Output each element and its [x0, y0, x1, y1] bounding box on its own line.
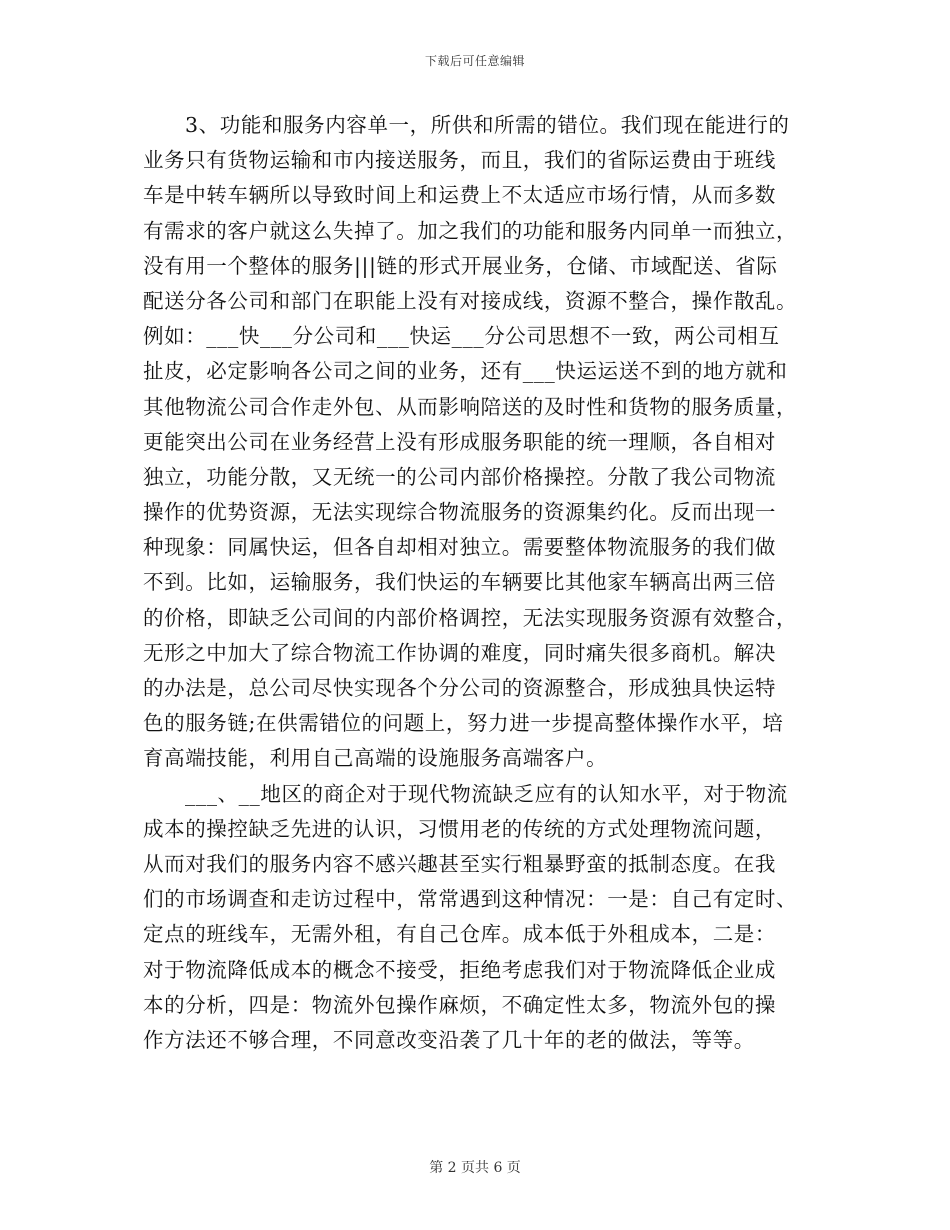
paragraph-1-line-10: 更能突出公司在业务经营上没有形成服务职能的统一理顺，各自相对: [143, 429, 776, 454]
paragraph-2-line-8: 作方法还不够合理，不同意改变沿袭了几十年的老的做法，等等。: [143, 1027, 755, 1052]
paragraph-1-line-8: 扯皮，必定影响各公司之间的业务，还有___快运运送不到的地方就和: [143, 359, 788, 384]
paragraph-1-line-2: 业务只有货物运输和市内接送服务，而且，我们的省际运费由于班线: [143, 148, 776, 173]
page-number-footer: 第 2 页共 6 页: [429, 1160, 521, 1176]
paragraph-1-line-19: 育高端技能，利用自己高端的设施服务高端客户。: [143, 746, 608, 771]
paragraph-2-line-4: 们的市场调查和走访过程中，常常遇到这种情况：一是：自己有定时、: [143, 887, 798, 912]
paragraph-2-line-1: ___、__地区的商企对于现代物流缺乏应有的认知水平，对于物流: [185, 781, 788, 806]
paragraph-1-line-4: 有需求的客户就这么失掉了。加之我们的功能和服务内同单一而独立，: [143, 218, 798, 243]
paragraph-1-line-11: 独立，功能分散，又无统一的公司内部价格操控。分散了我公司物流: [143, 464, 776, 489]
document-body: [143, 108, 813, 1058]
paragraph-1-line-7: 例如：___快___分公司和___快运___分公司思想不一致，两公司相互: [143, 324, 780, 349]
paragraph-1-line-15: 的价格，即缺乏公司间的内部价格调控，无法实现服务资源有效整合，: [143, 605, 798, 630]
paragraph-1-line-3: 车是中转车辆所以导致时间上和运费上不太适应市场行情，从而多数: [143, 183, 776, 208]
paragraph-1-line-18: 色的服务链;在供需错位的问题上，努力进一步提高整体操作水平，培: [143, 711, 784, 736]
paragraph-2-line-6: 对于物流降低成本的概念不接受，拒绝考虑我们对于物流降低企业成: [143, 957, 776, 982]
paragraph-1-line-17: 的办法是，总公司尽快实现各个分公司的资源整合，形成独具快运特: [143, 676, 776, 700]
paragraph-1-line-13: 种现象：同属快运，但各自却相对独立。需要整体物流服务的我们做: [143, 535, 776, 560]
paragraph-1-line-9: 其他物流公司合作走外包、从而影响陪送的及时性和货物的服务质量，: [143, 394, 798, 419]
paragraph-1-line-12: 操作的优势资源，无法实现综合物流服务的资源集约化。反而出现一: [143, 500, 776, 525]
paragraph-1-line-14: 不到。比如，运输服务，我们快运的车辆要比其他家车辆高出两三倍: [143, 570, 776, 595]
paragraph-2-line-2: 成本的操控缺乏先进的认识，习惯用老的传统的方式处理物流问题，: [143, 816, 776, 841]
paragraph-1-line-6: 配送分各公司和部门在职能上没有对接成线，资源不整合，操作散乱。: [143, 288, 798, 313]
paragraph-1-line-16: 无形之中加大了综合物流工作协调的难度，同时痛失很多商机。解决: [143, 640, 776, 665]
paragraph-2-line-5: 定点的班线车，无需外租，有自己仓库。成本低于外租成本，二是：: [143, 922, 776, 947]
paragraph-1-line-5: 没有用一个整体的服务|||链的形式开展业务，仓储、市域配送、省际: [143, 253, 778, 278]
page-header-note: 下载后可任意编辑: [424, 54, 525, 68]
paragraph-2-line-3: 从而对我们的服务内容不感兴趣甚至实行粗暴野蛮的抵制态度。在我: [143, 851, 776, 876]
paragraph-1-line-1: 3、功能和服务内容单一，所供和所需的错位。我们现在能进行的: [185, 113, 790, 137]
paragraph-2-line-7: 本的分析，四是：物流外包操作麻烦，不确定性太多，物流外包的操: [143, 992, 776, 1017]
